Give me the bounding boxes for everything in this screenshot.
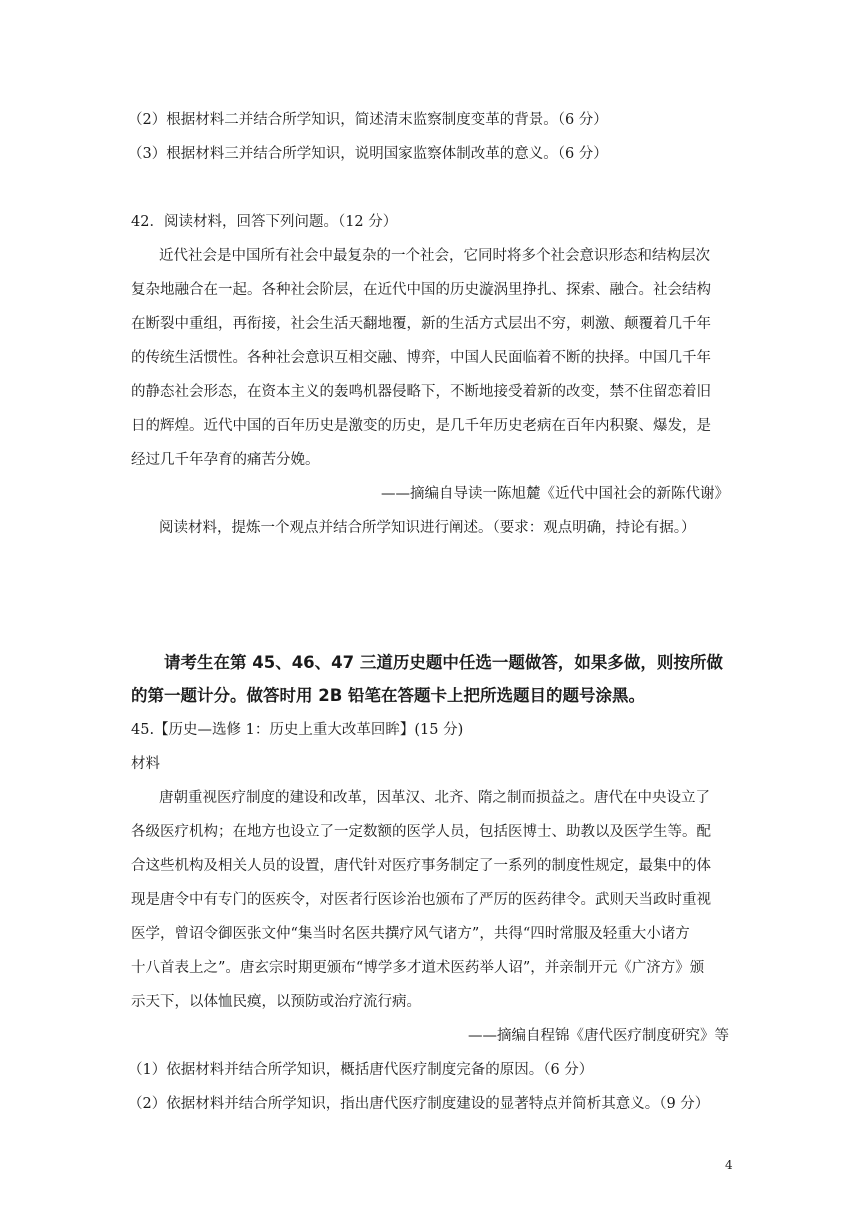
q45-passage-line: 示天下，以体恤民瘼，以预防或治疗流行病。 bbox=[131, 994, 421, 1010]
q45-header: 45.【历史—选修 1：历史上重大改革回眸】(15 分) bbox=[131, 722, 464, 738]
q42-passage-line: 的传统生活惯性。各种社会意识互相交融、博弈，中国人民面临着不断的抉择。中国几千年 bbox=[131, 350, 711, 366]
q42-source: ——摘编自导读一陈旭麓《近代中国社会的新陈代谢》 bbox=[381, 486, 729, 502]
q41-part-3: （3）根据材料三并结合所学知识，说明国家监察体制改革的意义。（6 分） bbox=[128, 146, 608, 162]
q42-passage-line: 近代社会是中国所有社会中最复杂的一个社会，它同时将多个社会意识形态和结构层次 bbox=[159, 248, 710, 264]
page-number: 4 bbox=[725, 1158, 733, 1172]
q42-header: 42．阅读材料，回答下列问题。（12 分） bbox=[131, 214, 398, 230]
q42-passage-line: 在断裂中重组，再衔接，社会生活天翻地覆，新的生活方式层出不穷，刺激、颠覆着几千年 bbox=[131, 316, 711, 332]
q45-part-1: （1）依据材料并结合所学知识，概括唐代医疗制度完备的原因。（6 分） bbox=[128, 1062, 594, 1078]
q42-task: 阅读材料，提炼一个观点并结合所学知识进行阐述。（要求：观点明确，持论有据。） bbox=[159, 520, 696, 536]
q42-passage-line: 日的辉煌。近代中国的百年历史是激变的历史，是几千年历史老病在百年内积聚、爆发，是 bbox=[131, 418, 711, 434]
q45-source: ——摘编自程锦《唐代医疗制度研究》等 bbox=[468, 1028, 729, 1044]
q45-passage-line: 医学，曾诏令御医张文仲“集当时名医共撰疗风气诸方”，共得“四时常服及轻重大小诸方 bbox=[131, 926, 690, 942]
q42-passage-line: 经过几千年孕育的痛苦分娩。 bbox=[131, 452, 320, 468]
q45-passage-line: 合这些机构及相关人员的设置，唐代针对医疗事务制定了一系列的制度性规定，最集中的体 bbox=[131, 858, 711, 874]
q42-passage-line: 复杂地融合在一起。各种社会阶层，在近代中国的历史漩涡里挣扎、探索、融合。社会结构 bbox=[131, 282, 711, 298]
q45-passage-line: 现是唐令中有专门的医疾令，对医者行医诊治也颁布了严厉的医药律令。武则天当政时重视 bbox=[131, 892, 711, 908]
q45-passage-line: 唐朝重视医疗制度的建设和改革，因革汉、北齐、隋之制而损益之。唐代在中央设立了 bbox=[159, 790, 710, 806]
elective-instruction-line: 请考生在第 45、46、47 三道历史题中任选一题做答，如果多做，则按所做 bbox=[164, 653, 723, 672]
q45-passage-line: 十八首表上之”。唐玄宗时期更颁布“博学多才道术医药举人诏”，并亲制开元《广济方》颁 bbox=[131, 960, 705, 976]
q45-material-label: 材料 bbox=[131, 756, 160, 772]
elective-instruction-line: 的第一题计分。做答时用 2B 铅笔在答题卡上把所选题目的题号涂黑。 bbox=[131, 686, 646, 705]
q41-part-2: （2）根据材料二并结合所学知识，简述清末监察制度变革的背景。（6 分） bbox=[128, 112, 608, 128]
q45-passage-line: 各级医疗机构；在地方也设立了一定数额的医学人员，包括医博士、助教以及医学生等。配 bbox=[131, 824, 711, 840]
q45-part-2: （2）依据材料并结合所学知识，指出唐代医疗制度建设的显著特点并简析其意义。（9 分） bbox=[128, 1096, 710, 1112]
q42-passage-line: 的静态社会形态，在资本主义的轰鸣机器侵略下，不断地接受着新的改变，禁不住留恋着旧 bbox=[131, 384, 711, 400]
